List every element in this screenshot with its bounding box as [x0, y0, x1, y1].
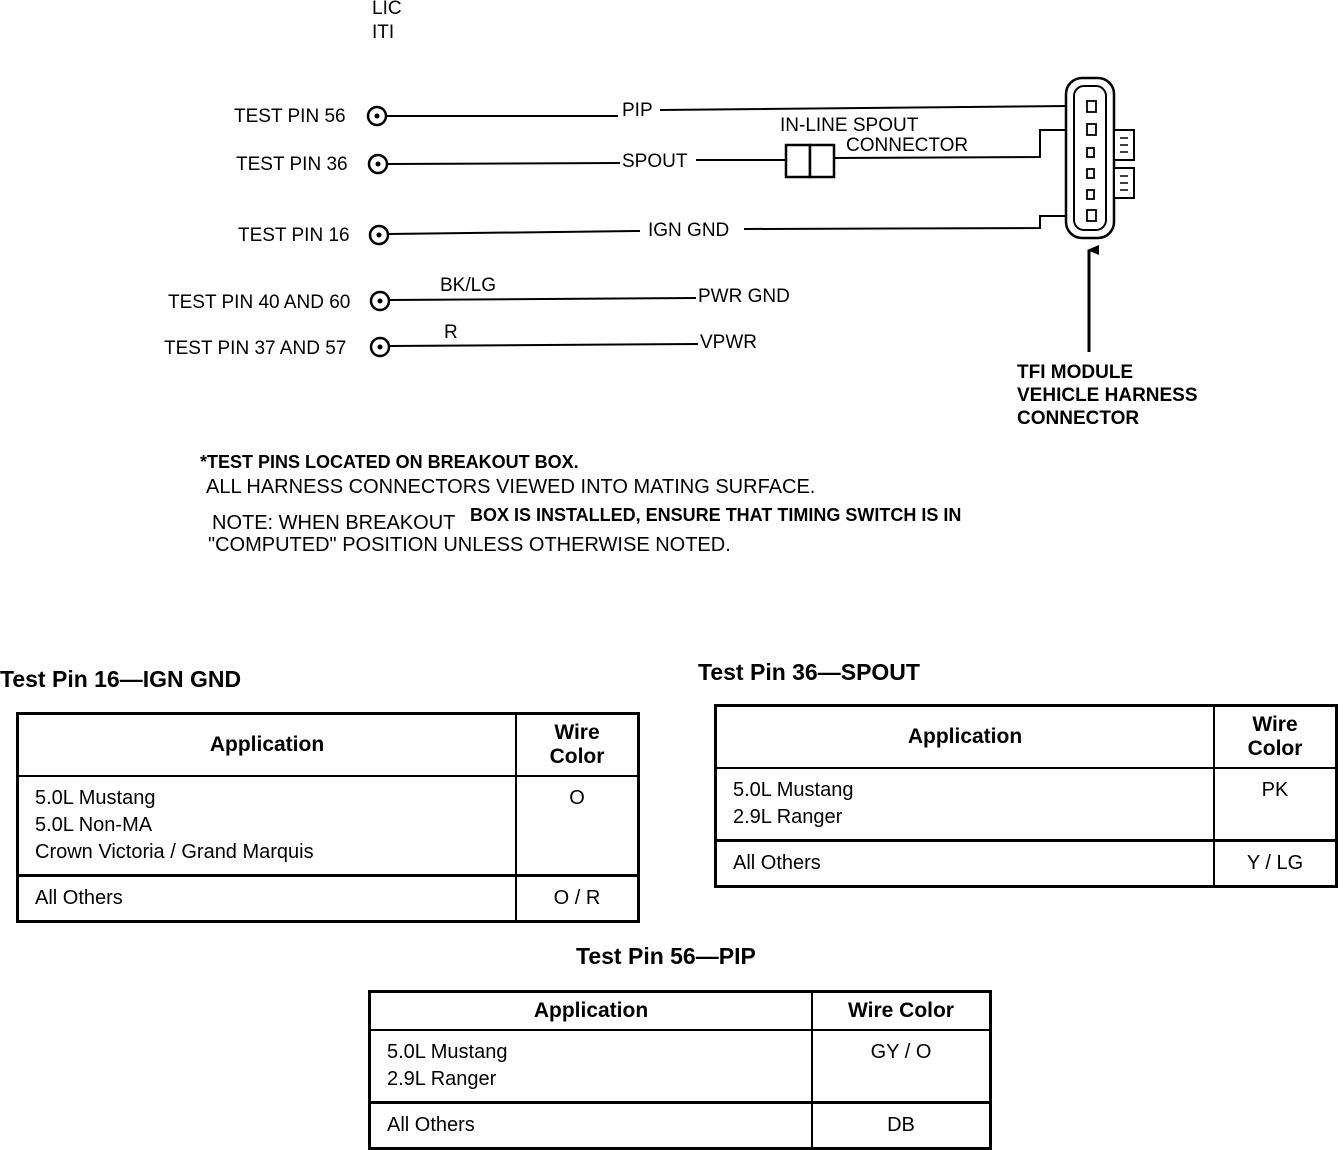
- inline-connector-label-1: IN-LINE SPOUT: [780, 115, 919, 136]
- app-name: All Others: [733, 852, 821, 874]
- pin16-row1-apps: [18, 776, 517, 876]
- pin36-row2-apps: [716, 841, 1215, 887]
- table-row: [716, 841, 1337, 887]
- pin-16-label: TEST PIN 16: [238, 225, 350, 246]
- tfi-harness-connector-icon: [1066, 78, 1134, 238]
- pin56-row2-apps: [370, 1103, 813, 1149]
- table-row: [370, 1030, 991, 1103]
- ign-gnd-wire-right: [744, 216, 1088, 229]
- pin56-row1-apps: [370, 1030, 813, 1103]
- spout-wire-left: [387, 163, 620, 164]
- note-breakout-a: NOTE: WHEN BREAKOUT: [212, 512, 456, 534]
- pin36-wire-color-table: [714, 704, 1338, 888]
- pin56-row2-color: DB: [812, 1103, 991, 1149]
- pin16-col-wire-color: Wire Color: [516, 714, 639, 777]
- pin-16-terminal-icon: [370, 226, 388, 244]
- pin-36-terminal-icon: [369, 155, 387, 173]
- app-name: 2.9L Ranger: [733, 806, 843, 828]
- spout-signal-label: SPOUT: [622, 151, 688, 172]
- note-breakout-b: BOX IS INSTALLED, ENSURE THAT TIMING SWITCH IS IN: [470, 505, 962, 525]
- pin16-wire-color-table: [16, 712, 640, 923]
- ign-gnd-signal-label: IGN GND: [648, 220, 730, 241]
- table-row: [18, 876, 639, 922]
- pin56-row1-color: GY / O: [812, 1030, 991, 1103]
- pin36-row1-color: PK: [1214, 768, 1337, 841]
- pin-56-terminal-icon: [368, 107, 386, 125]
- header-fragment-2: ITI: [372, 22, 395, 43]
- app-name: Crown Victoria / Grand Marquis: [35, 841, 314, 863]
- pin-56-label: TEST PIN 56: [234, 106, 346, 127]
- table-row: [716, 768, 1337, 841]
- inline-connector-label-2: CONNECTOR: [846, 135, 969, 156]
- app-name: 5.0L Non-MA: [35, 814, 153, 836]
- vpwr-signal-label: VPWR: [700, 332, 757, 353]
- pin36-table-title: Test Pin 36—SPOUT: [698, 659, 920, 685]
- ign-gnd-wire-left: [388, 231, 640, 234]
- pin-37-57-terminal-icon: [371, 338, 389, 356]
- pin-40-60-label: TEST PIN 40 AND 60: [168, 292, 351, 313]
- table-row: [18, 776, 639, 876]
- pin56-table-title: Test Pin 56—PIP: [576, 943, 756, 969]
- pin16-row2-color: O / R: [516, 876, 639, 922]
- pin-40-60-terminal-icon: [371, 292, 389, 310]
- pin36-col-wire-color: Wire Color: [1214, 706, 1337, 769]
- pin16-col-application: Application: [18, 714, 517, 777]
- note-computed-position: "COMPUTED" POSITION UNLESS OTHERWISE NOTED.: [208, 534, 731, 556]
- app-name: All Others: [387, 1114, 475, 1136]
- pin56-col-application: Application: [370, 992, 813, 1031]
- pin-36-label: TEST PIN 36: [236, 154, 348, 175]
- pin16-row1-color: O: [516, 776, 639, 876]
- vpwr-wire: [389, 344, 698, 346]
- header-fragment-1: LIC: [372, 0, 402, 19]
- app-name: 5.0L Mustang: [387, 1041, 508, 1063]
- module-label-1: TFI MODULE: [1017, 362, 1134, 383]
- note-test-pins-location: *TEST PINS LOCATED ON BREAKOUT BOX.: [200, 452, 579, 472]
- inline-spout-connector-icon: [786, 145, 834, 177]
- pin-37-57-label: TEST PIN 37 AND 57: [164, 338, 347, 359]
- table-row: [370, 1103, 991, 1149]
- pwr-gnd-wire-color: BK/LG: [440, 275, 496, 296]
- note-connector-view: ALL HARNESS CONNECTORS VIEWED INTO MATING SURFACE.: [206, 476, 816, 498]
- app-name: 5.0L Mustang: [733, 779, 854, 801]
- pwr-gnd-wire: [389, 298, 696, 300]
- pip-wire-right: [660, 106, 1088, 110]
- pip-signal-label: PIP: [622, 100, 653, 121]
- module-label-3: CONNECTOR: [1017, 408, 1140, 429]
- pin16-row2-apps: [18, 876, 517, 922]
- pin56-col-wire-color: Wire Color: [812, 992, 991, 1031]
- app-name: 5.0L Mustang: [35, 787, 156, 809]
- pin36-col-application: Application: [716, 706, 1215, 769]
- vpwr-wire-color: R: [444, 322, 458, 343]
- app-name: All Others: [35, 887, 123, 909]
- pwr-gnd-signal-label: PWR GND: [698, 286, 790, 307]
- pin36-row1-apps: [716, 768, 1215, 841]
- pin36-row2-color: Y / LG: [1214, 841, 1337, 887]
- pin16-table-title: Test Pin 16—IGN GND: [0, 666, 242, 692]
- app-name: 2.9L Ranger: [387, 1068, 497, 1090]
- module-label-2: VEHICLE HARNESS: [1017, 385, 1198, 406]
- pin56-wire-color-table: [368, 990, 992, 1150]
